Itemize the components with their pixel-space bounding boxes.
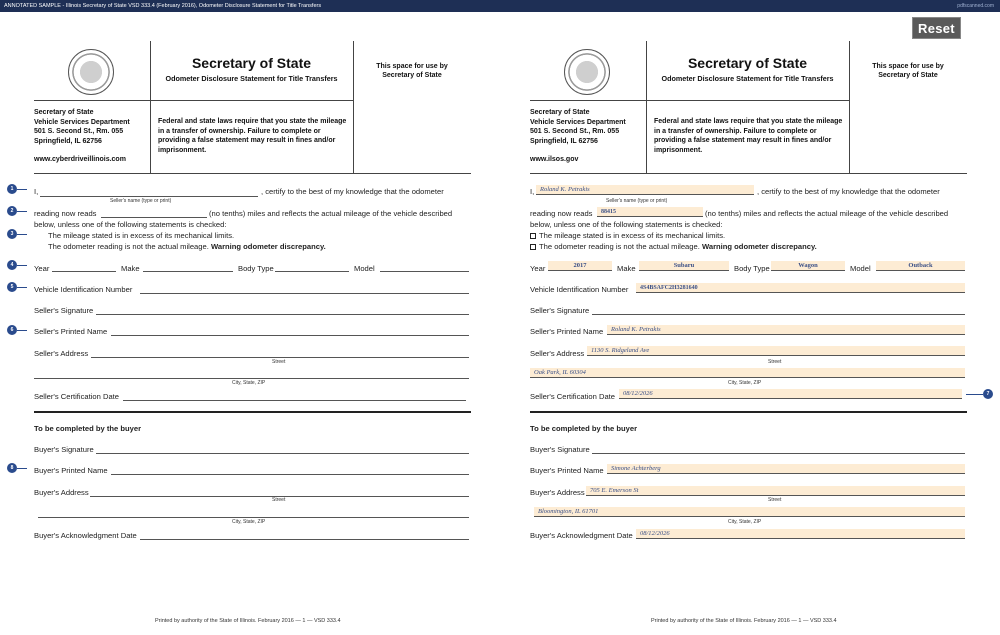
state-seal-icon	[564, 49, 610, 95]
buyer-section-title: To be completed by the buyer	[34, 424, 142, 433]
odometer-field[interactable]: 88415	[597, 207, 703, 217]
vin-label: Vehicle Identification Number	[530, 285, 629, 294]
odometer-field[interactable]	[101, 208, 207, 218]
below-unless-text: below, unless one of the following statements is checked:	[530, 220, 723, 229]
make-label: Make	[617, 264, 636, 273]
body-type-field[interactable]	[275, 262, 349, 272]
seller-printed-name-field[interactable]	[111, 326, 469, 336]
city-caption: City, State, ZIP	[232, 519, 266, 525]
footer-note: Printed by authority of the State of Illinois. February 2016 — 1 — VSD 333.4	[155, 618, 341, 624]
street-caption: Street	[768, 497, 782, 503]
reading-suffix: (no tenths) miles and reflects the actual mileage of the vehicle described	[705, 209, 949, 218]
year-field[interactable]: 2017	[548, 261, 612, 271]
statement-not-actual[interactable]: The odometer reading is not the actual mileage. Warning odometer discrepancy.	[48, 242, 326, 251]
section-divider	[34, 411, 471, 413]
street-caption: Street	[272, 497, 286, 503]
office-use-note: This space for use by Secretary of State	[872, 63, 944, 79]
seller-street-field[interactable]: 1130 S. Ridgeland Ave	[587, 346, 965, 356]
annotation-marker: 4	[7, 260, 17, 270]
state-seal-icon	[68, 49, 114, 95]
annotation-marker: 6	[7, 325, 17, 335]
law-notice: Federal and state laws require that you state the mileage in a transfer of ownership. Failure to complete or providing a false statement may result in fines and/or imprisonment.	[654, 118, 843, 154]
buyer-ack-date-field[interactable]: 08/12/2026	[636, 529, 965, 539]
seller-printed-name-field[interactable]: Roland K. Petrakis	[607, 325, 965, 335]
below-unless-text: below, unless one of the following statements is checked:	[34, 220, 227, 229]
buyer-street-field[interactable]: 705 E. Emerson St	[586, 486, 965, 496]
street-caption: Street	[272, 359, 286, 365]
buyer-section-title: To be completed by the buyer	[530, 424, 638, 433]
annotation-marker: 2	[7, 206, 17, 216]
seller-street-field[interactable]	[91, 348, 469, 358]
model-label: Model	[354, 264, 375, 273]
model-label: Model	[850, 264, 871, 273]
seller-signature-field[interactable]	[96, 305, 469, 315]
i-label: I,	[530, 187, 535, 196]
form-title: Secretary of State	[191, 55, 312, 71]
seller-signature-label: Seller's Signature	[34, 306, 94, 315]
form-header	[34, 41, 471, 174]
year-field[interactable]	[52, 262, 116, 272]
buyer-printed-name-field[interactable]	[111, 465, 469, 475]
checkbox-not-actual[interactable]	[530, 244, 536, 250]
checkbox-mechanical-limits[interactable]	[530, 233, 536, 239]
seller-cert-date-field[interactable]	[123, 391, 466, 401]
form-header	[530, 41, 967, 174]
certify-text: , certify to the best of my knowledge that the odometer	[757, 187, 940, 196]
seller-address-label: Seller's Address	[34, 349, 89, 358]
seller-cert-date-label: Seller's Certification Date	[34, 392, 120, 401]
year-label: Year	[34, 264, 50, 273]
seller-signature-field[interactable]	[592, 305, 965, 315]
website-link[interactable]: www.cyberdriveillinois.com	[34, 156, 126, 163]
make-field[interactable]: Subaru	[639, 261, 729, 271]
seller-name-field[interactable]: Roland K. Petrakis	[536, 185, 754, 195]
buyer-address-label: Buyer's Address	[34, 488, 89, 497]
year-label: Year	[530, 264, 546, 273]
body-type-label: Body Type	[238, 264, 274, 273]
banner-title: ANNOTATED SAMPLE - Illinois Secretary of State VSD 333.4 (February 2016), Odometer Disclosure Statement for Title Transfers	[4, 3, 322, 9]
city-caption: City, State, ZIP	[728, 519, 762, 525]
vin-label: Vehicle Identification Number	[34, 285, 133, 294]
reading-label: reading now reads	[530, 209, 593, 218]
buyer-city-field[interactable]	[38, 508, 469, 518]
seller-name-caption: Seller's name (type or print)	[606, 198, 668, 204]
buyer-ack-date-label: Buyer's Acknowledgment Date	[34, 531, 137, 540]
model-field[interactable]	[380, 262, 469, 272]
law-notice: Federal and state laws require that you state the mileage in a transfer of ownership. Failure to complete or providing a false statement may result in fines and/or imprisonment.	[158, 118, 347, 154]
seller-name-caption: Seller's name (type or print)	[110, 198, 172, 204]
department-address: Secretary of State Vehicle Services Department 501 S. Second St., Rm. 055 Springfield, IL 62756	[34, 109, 130, 145]
buyer-signature-label: Buyer's Signature	[530, 445, 590, 454]
seller-printed-name-label: Seller's Printed Name	[530, 327, 604, 336]
seller-city-field[interactable]	[34, 369, 469, 379]
annotation-marker: 8	[7, 463, 17, 473]
buyer-signature-field[interactable]	[96, 444, 469, 454]
buyer-address-label: Buyer's Address	[530, 488, 585, 497]
filled-form	[496, 0, 996, 635]
banner-site[interactable]: pdfscanned.com	[957, 3, 994, 9]
buyer-printed-name-field[interactable]: Simone Achterberg	[607, 464, 965, 474]
seller-address-label: Seller's Address	[530, 349, 585, 358]
reading-label: reading now reads	[34, 209, 97, 218]
vin-field[interactable]: 4S4BSAFC2H3281640	[636, 283, 965, 293]
annotation-marker: 7	[983, 389, 993, 399]
office-use-note: This space for use by Secretary of State	[376, 63, 448, 79]
footer-note: Printed by authority of the State of Illinois. February 2016 — 1 — VSD 333.4	[651, 618, 837, 624]
department-address: Secretary of State Vehicle Services Department 501 S. Second St., Rm. 055 Springfield, IL 62756	[530, 109, 626, 145]
statement-mechanical-limits[interactable]: The mileage stated is in excess of its mechanical limits.	[48, 231, 235, 240]
body-type-field[interactable]: Wagon	[771, 261, 845, 271]
seller-cert-date-field[interactable]: 08/12/2026	[619, 389, 962, 399]
city-caption: City, State, ZIP	[728, 380, 762, 386]
website-link[interactable]: www.ilsos.gov	[530, 156, 579, 163]
seller-printed-name-label: Seller's Printed Name	[34, 327, 108, 336]
buyer-signature-field[interactable]	[592, 444, 965, 454]
buyer-ack-date-label: Buyer's Acknowledgment Date	[530, 531, 633, 540]
i-label: I,	[34, 187, 39, 196]
seller-cert-date-label: Seller's Certification Date	[530, 392, 616, 401]
buyer-street-field[interactable]	[90, 487, 469, 497]
annotation-marker: 3	[7, 229, 17, 239]
street-caption: Street	[768, 359, 782, 365]
form-subtitle: Odometer Disclosure Statement for Title Transfers	[661, 74, 834, 83]
buyer-printed-name-label: Buyer's Printed Name	[530, 466, 604, 475]
buyer-ack-date-field[interactable]	[140, 530, 469, 540]
model-field[interactable]: Outback	[876, 261, 965, 271]
statement-not-actual[interactable]: The odometer reading is not the actual mileage. Warning odometer discrepancy.	[530, 242, 817, 251]
buyer-printed-name-label: Buyer's Printed Name	[34, 466, 108, 475]
make-field[interactable]	[143, 262, 233, 272]
annotation-marker: 5	[7, 282, 17, 292]
seller-city-field[interactable]: Oak Park, IL 60304	[530, 368, 965, 378]
statement-mechanical-limits[interactable]: The mileage stated is in excess of its mechanical limits.	[530, 231, 725, 240]
buyer-signature-label: Buyer's Signature	[34, 445, 94, 454]
buyer-city-field[interactable]: Bloomington, IL 61701	[534, 507, 965, 517]
certify-text: , certify to the best of my knowledge that the odometer	[261, 187, 444, 196]
city-caption: City, State, ZIP	[232, 380, 266, 386]
reset-button[interactable]: Reset	[912, 17, 961, 39]
form-subtitle: Odometer Disclosure Statement for Title Transfers	[165, 74, 338, 83]
vin-field[interactable]	[140, 284, 469, 294]
annotation-marker: 1	[7, 184, 17, 194]
seller-signature-label: Seller's Signature	[530, 306, 590, 315]
body-type-label: Body Type	[734, 264, 770, 273]
form-title: Secretary of State	[687, 55, 808, 71]
section-divider	[530, 411, 967, 413]
make-label: Make	[121, 264, 140, 273]
seller-name-field[interactable]	[40, 187, 258, 197]
reading-suffix: (no tenths) miles and reflects the actual mileage of the vehicle described	[209, 209, 453, 218]
